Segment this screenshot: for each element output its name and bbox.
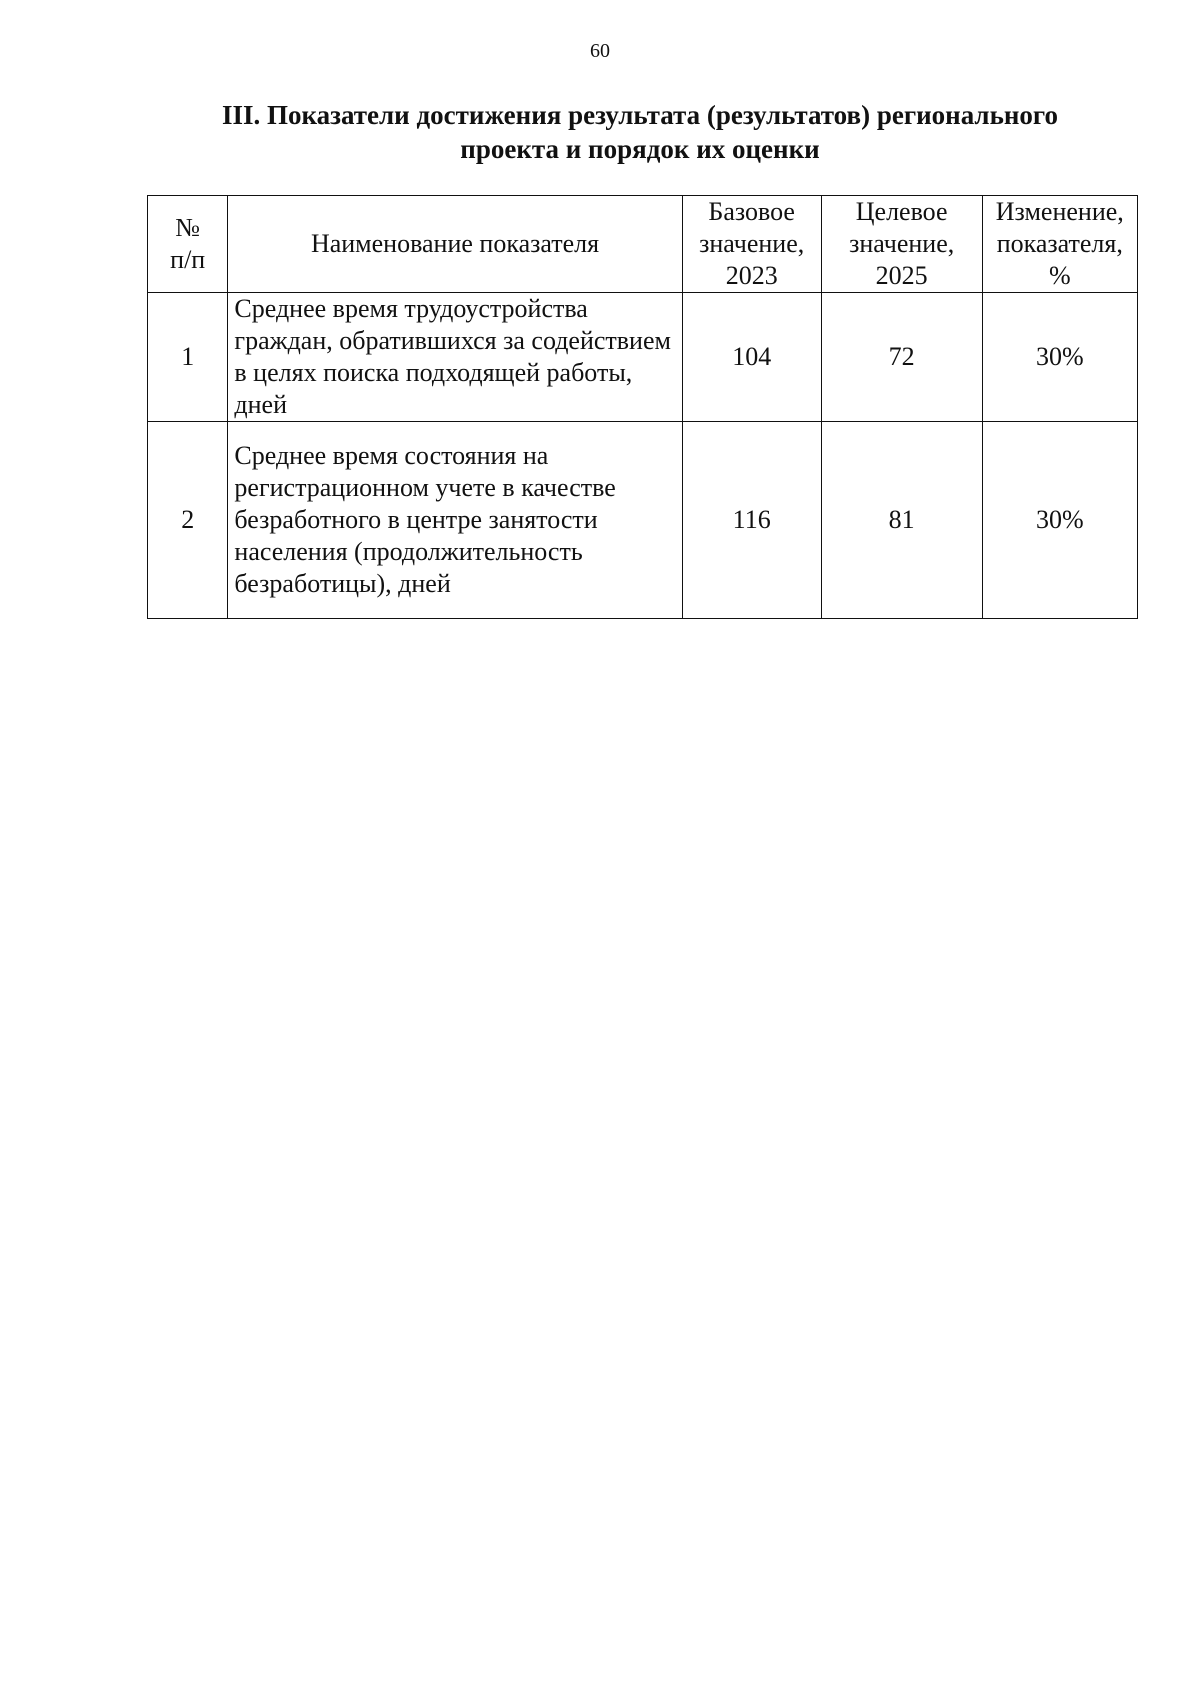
header-base-value bbox=[682, 196, 821, 293]
base-value: 116 bbox=[682, 422, 821, 619]
table-row bbox=[148, 422, 1138, 619]
table-row bbox=[148, 293, 1138, 422]
row-number: 1 bbox=[148, 293, 228, 422]
page-number: 60 bbox=[590, 40, 610, 62]
header-target-line-2: значение, bbox=[849, 229, 955, 258]
header-change bbox=[982, 196, 1137, 293]
header-number bbox=[148, 196, 228, 293]
header-base-line-3: 2023 bbox=[725, 261, 778, 290]
indicator-name: Среднее время трудоустройства граждан, обратившихся за содействием в целях поиска подходящей работы, дней bbox=[228, 293, 682, 422]
change-value: 30% bbox=[982, 422, 1137, 619]
change-value: 30% bbox=[982, 293, 1137, 422]
section-title-line-2: проекта и порядок их оценки bbox=[460, 134, 820, 164]
header-target-line-3: 2025 bbox=[875, 261, 928, 290]
header-base-line-1: Базовое bbox=[708, 197, 795, 226]
indicator-name: Среднее время состояния на регистрационном учете в качестве безработного в центре занятости населения (продолжительность безработицы), дней bbox=[228, 422, 682, 619]
table-header-row bbox=[148, 196, 1138, 293]
target-value: 72 bbox=[821, 293, 982, 422]
row-number: 2 bbox=[148, 422, 228, 619]
header-indicator-name: Наименование показателя bbox=[228, 196, 682, 293]
section-title bbox=[140, 98, 1140, 166]
header-target-value bbox=[821, 196, 982, 293]
header-change-line-1: Изменение, bbox=[995, 197, 1124, 226]
target-value: 81 bbox=[821, 422, 982, 619]
section-title-line-1: III. Показатели достижения результата (результатов) регионального bbox=[221, 100, 1059, 130]
header-change-line-2: показателя, bbox=[996, 229, 1123, 258]
base-value: 104 bbox=[682, 293, 821, 422]
header-number-line-2: п/п bbox=[170, 245, 206, 274]
indicators-table bbox=[147, 195, 1138, 619]
header-number-line-1: № bbox=[175, 213, 201, 242]
header-base-line-2: значение, bbox=[699, 229, 805, 258]
header-target-line-1: Целевое bbox=[855, 197, 948, 226]
header-change-line-3: % bbox=[1048, 261, 1071, 290]
